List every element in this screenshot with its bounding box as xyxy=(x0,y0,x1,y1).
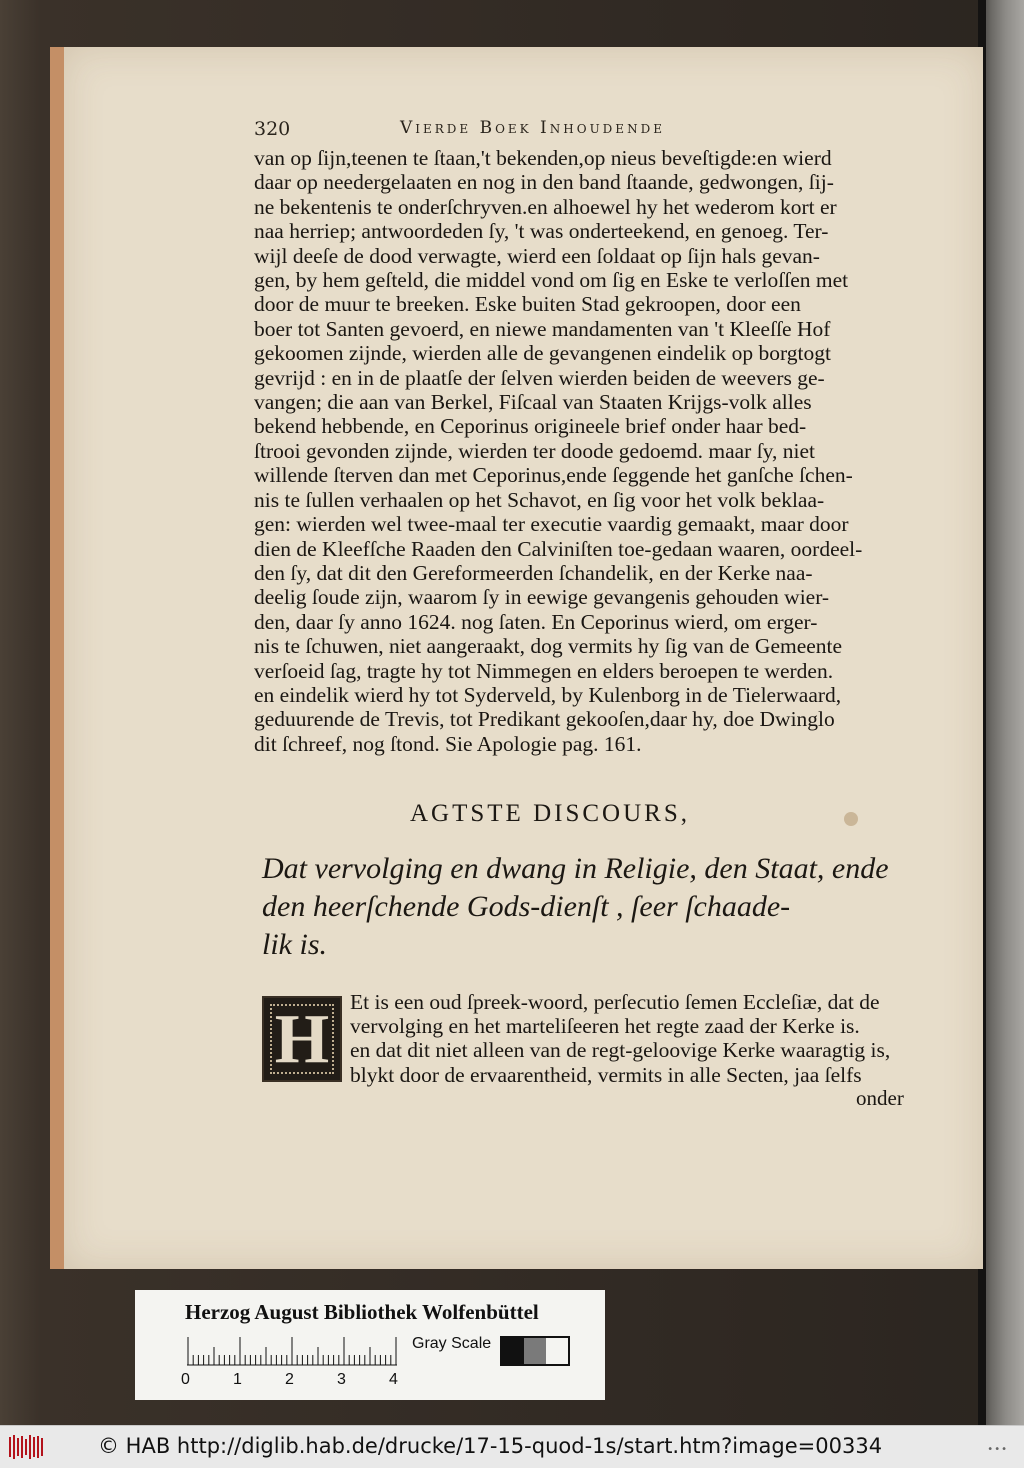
text-line: boer tot Santen gevoerd, en niewe mandamenten van 't Kleeſſe Hof xyxy=(254,316,831,341)
text-line: den, daar ſy anno 1624. nog ſaten. En Ceporinus wierd, om erger- xyxy=(254,609,818,634)
text-line: verſoeid ſag, tragte hy tot Nimmegen en elders beroepen te werden. xyxy=(254,658,834,683)
paragraph-line: blykt door de ervaarentheid, vermits in alle Secten, jaa ſelfs xyxy=(350,1062,862,1087)
gray-swatch xyxy=(524,1338,546,1364)
text-line: gekoomen zijnde, wierden alle de gevangenen eindelik op borgtogt xyxy=(254,341,831,366)
ruler-number: 1 xyxy=(233,1371,242,1388)
gray-swatch xyxy=(546,1338,568,1364)
paragraph-line: Et is een oud ſpreek-woord, perſecutio ſemen Eccleſiæ, dat de xyxy=(350,990,880,1014)
ruler-ticks-icon xyxy=(187,1336,397,1366)
subtitle-line: den heerſchende Gods-dienſt , ſeer ſchaade- xyxy=(262,890,791,923)
viewer-footer xyxy=(0,1425,1024,1468)
text-line: gen: wierden wel twee-maal ter executie vaardig gemaakt, maar door xyxy=(254,512,849,537)
body-text xyxy=(254,146,914,756)
gray-swatch xyxy=(502,1338,524,1364)
text-line: ſtrooi gevonden zijnde, wierden ter doode gedoemd. maar ſy, niet xyxy=(254,438,816,463)
catchword: onder xyxy=(856,1086,904,1110)
more-dots-icon[interactable]: ••• xyxy=(987,1444,1008,1455)
text-line: bekend hebbende, en Ceporinus origineele brief onder haar bed- xyxy=(254,414,807,439)
ruler-number: 0 xyxy=(181,1371,190,1388)
measurement-ruler xyxy=(181,1336,398,1388)
text-line: ne bekentenis te onderſchryven.en alhoewel hy het wederom kort er xyxy=(254,194,837,219)
text-line: dien de Kleefſche Raaden den Calviniſten toe-gedaan waaren, oordeel- xyxy=(254,536,863,561)
library-scale-card xyxy=(135,1290,605,1400)
subtitle-line: lik is. xyxy=(262,928,327,961)
text-line: naa herriep; antwoordeden ſy, 't was onderteekend, en genoeg. Ter- xyxy=(254,219,829,244)
page-number: 320 xyxy=(254,118,291,140)
running-head xyxy=(254,118,914,142)
ruler-numbers xyxy=(181,1371,421,1391)
text-line: dit ſchreef, nog ſtond. Sie Apologie pag. 161. xyxy=(254,731,642,756)
paragraph-line: en dat dit niet alleen van de regt-geloovige Kerke waaragtig is, xyxy=(350,1038,891,1063)
running-head-title: Vierde Boek Inhoudende xyxy=(400,118,665,138)
chapter-heading: AGTSTE DISCOURS, xyxy=(410,800,690,827)
ruler-number: 3 xyxy=(337,1371,346,1388)
text-line: den ſy, dat dit den Gereformeerden ſchandelik, en der Kerke naa- xyxy=(254,560,813,585)
hab-logo-icon xyxy=(8,1434,48,1460)
text-line: en eindelik wierd hy tot Syderveld, by Kulenborg in de Tielerwaard, xyxy=(254,682,842,707)
text-line: deelig ſoude zijn, waarom ſy in eewige gevangenis gehouden wier- xyxy=(254,585,830,610)
text-line: willende ſterven dan met Ceporinus,ende ſeggende het ganſche ſchen- xyxy=(254,463,853,488)
ruler-number: 2 xyxy=(285,1371,294,1388)
chapter-first-paragraph xyxy=(350,990,915,1087)
text-line: vangen; die aan van Berkel, Fiſcaal van Staaten Krijgs-volk alles xyxy=(254,390,812,415)
gray-scale-label: Gray Scale xyxy=(412,1335,492,1352)
text-line: gevrijd : en in de plaatſe der ſelven wierden beiden de weevers ge- xyxy=(254,365,825,390)
text-line: van op ſijn,teenen te ſtaan,'t bekenden,op nieus beveſtigde:en wierd xyxy=(254,146,832,170)
foxing-spot xyxy=(844,812,858,826)
decorated-initial xyxy=(262,996,342,1082)
text-line: geduurende de Trevis, tot Predikant gekooſen,daar hy, doe Dwinglo xyxy=(254,707,835,732)
ruler-number: 4 xyxy=(389,1371,398,1388)
text-line: wijl deeſe de dood verwagte, wierd een ſoldaat op ſijn hals gevan- xyxy=(254,243,820,268)
text-line: gen, by hem geſteld, die middel vond om ſig en Eske te verloſſen met xyxy=(254,268,849,293)
text-line: nis te ſullen verhaalen op het Schavot, en ſig voor het volk beklaa- xyxy=(254,487,825,512)
paragraph-line: vervolging en het marteliſeeren het regte zaad der Kerke is. xyxy=(350,1014,860,1039)
text-line: nis te ſchuwen, niet aangeraakt, dog vermits hy ſig van de Gemeente xyxy=(254,634,843,659)
facing-page-edge xyxy=(978,0,1024,1425)
text-line: daar op needergelaaten en nog in den band ſtaande, gedwongen, ſij- xyxy=(254,170,834,195)
initial-letter: H xyxy=(274,1001,330,1078)
gray-scale-swatch xyxy=(500,1336,570,1366)
subtitle-line: Dat vervolging en dwang in Religie, den Staat, ende xyxy=(262,852,889,885)
library-name: Herzog August Bibliothek Wolfenbüttel xyxy=(185,1300,539,1324)
text-line: door de muur te breeken. Eske buiten Stad gekroopen, door een xyxy=(254,292,801,317)
copyright-url[interactable]: © HAB http://diglib.hab.de/drucke/17-15-quod-1s/start.htm?image=00334 xyxy=(98,1434,883,1458)
chapter-subtitle xyxy=(262,850,922,964)
